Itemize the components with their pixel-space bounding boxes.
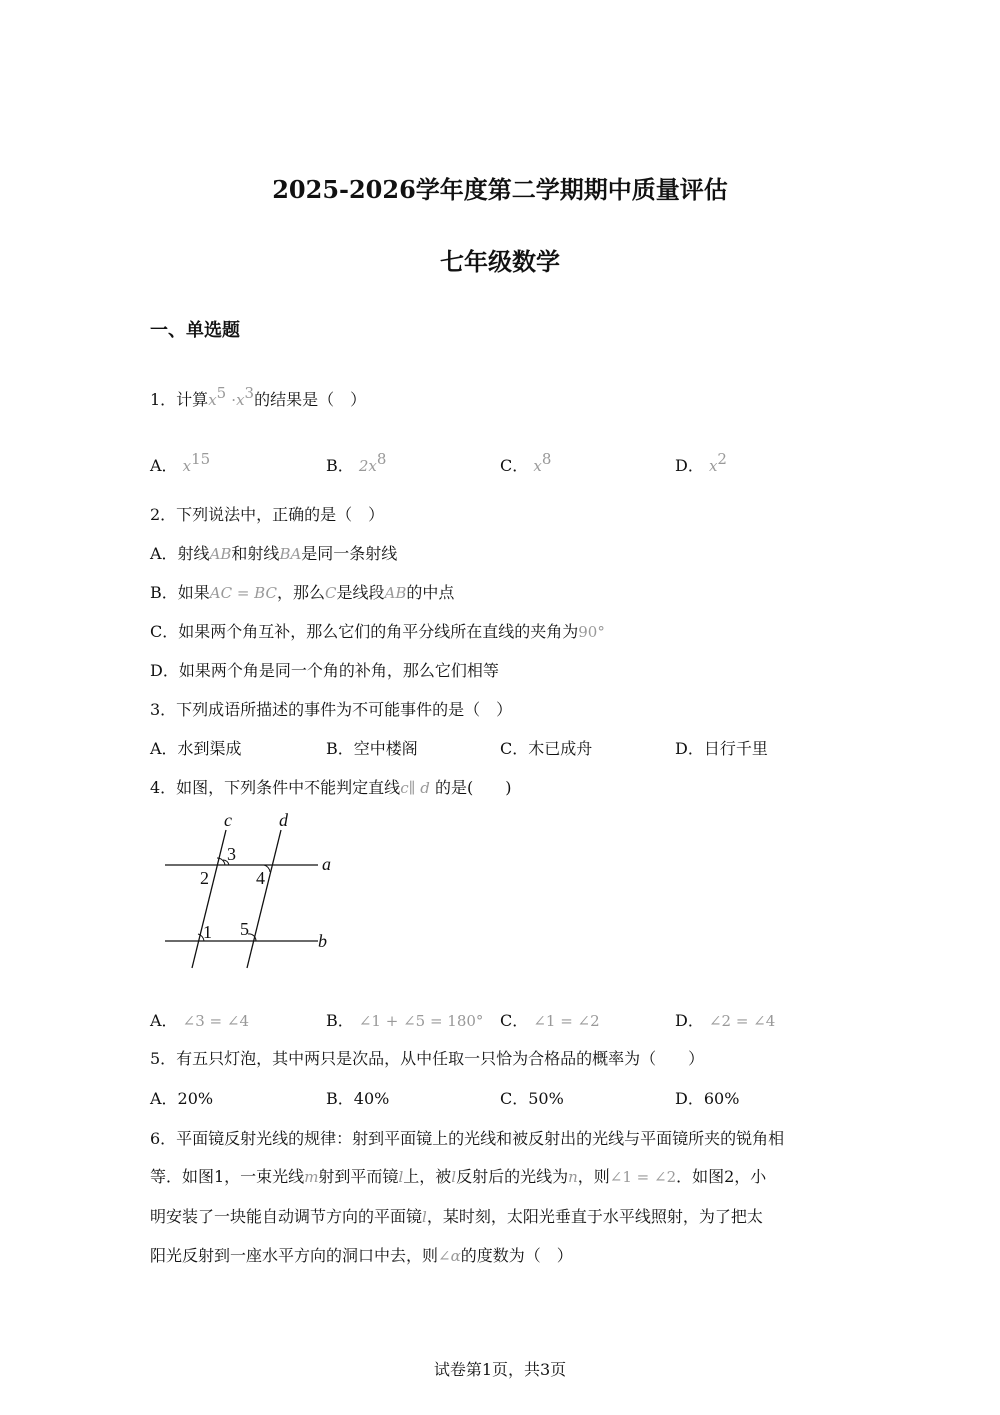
question-1-option-c[interactable]: C． $x^8$ [500, 450, 552, 475]
question-5-option-c[interactable]: C．50% [500, 1089, 564, 1108]
question-5-option-d[interactable]: D．60% [675, 1089, 740, 1108]
question-4-option-c[interactable]: C． ∠1 = ∠2 [500, 1011, 600, 1030]
question-6-line-4: 阳光反射到一座水平方向的洞口中去，则∠α的度数为（ ） [150, 1246, 573, 1265]
question-2-option-c[interactable]: C．如果两个角互补，那么它们的角平分线所在直线的夹角为90° [150, 622, 605, 641]
label-a: a [322, 854, 331, 874]
question-5-option-b[interactable]: B．40% [326, 1089, 390, 1108]
question-3-option-b[interactable]: B．空中楼阁 [326, 739, 418, 758]
question-3-stem: 3．下列成语所描述的事件为不可能事件的是（ ） [150, 700, 513, 719]
question-6-line-2: 等．如图1，一束光线m射到平而镜l上，被l反射后的光线为n，则∠1 = ∠2．如图2，小 [150, 1167, 767, 1186]
question-1-option-a[interactable]: A． $x^{15}$ [150, 450, 211, 475]
question-4-stem: 4．如图，下列条件中不能判定直线c∥ d 的是( ) [150, 778, 512, 797]
question-3-option-a[interactable]: A．水到渠成 [150, 739, 242, 758]
label-c: c [224, 810, 232, 830]
label-angle-3: 3 [227, 844, 236, 864]
question-2-option-d[interactable]: D．如果两个角是同一个角的补角，那么它们相等 [150, 661, 499, 680]
question-4-option-b[interactable]: B． ∠1 + ∠5 = 180° [326, 1011, 484, 1030]
question-4-option-d[interactable]: D． ∠2 = ∠4 [675, 1011, 776, 1030]
label-angle-1: 1 [203, 922, 212, 942]
question-1-option-d[interactable]: D． $x^2$ [675, 450, 727, 475]
question-1-stem: 1．计算$x^5 \cdot x^3$的结果是（ ） [150, 384, 367, 409]
question-3-option-d[interactable]: D．日行千里 [675, 739, 768, 758]
page-subtitle: 七年级数学 [440, 247, 560, 276]
question-5-option-a[interactable]: A．20% [150, 1089, 214, 1108]
label-b: b [318, 931, 327, 951]
label-d: d [279, 810, 288, 830]
page-footer: 试卷第1页，共3页 [433, 1360, 567, 1379]
question-2-stem: 2．下列说法中，正确的是（ ） [150, 505, 385, 524]
question-5-stem: 5．有五只灯泡，其中两只是次品，从中任取一只恰为合格品的概率为（ ） [150, 1049, 705, 1068]
label-angle-2: 2 [200, 868, 209, 888]
question-1-option-b[interactable]: B． $2x^8$ [326, 450, 387, 475]
label-angle-5: 5 [240, 919, 249, 939]
parallel-lines-figure [150, 808, 350, 978]
label-angle-4: 4 [256, 868, 265, 888]
question-4-option-a[interactable]: A． ∠3 = ∠4 [150, 1011, 249, 1030]
line-c [192, 830, 226, 968]
page-title: 2025-2026学年度第二学期期中质量评估 [272, 175, 728, 204]
section-heading: 一、单选题 [150, 320, 240, 341]
question-6-line-3: 明安装了一块能自动调节方向的平面镜l，某时刻，太阳光垂直于水平线照射，为了把太 [150, 1207, 763, 1226]
question-6-line-1: 6．平面镜反射光线的规律：射到平面镜上的光线和被反射出的光线与平面镜所夹的锐角相 [150, 1129, 785, 1148]
question-2-option-b[interactable]: B．如果AC = BC，那么C是线段AB的中点 [150, 583, 455, 602]
question-2-option-a[interactable]: A．射线AB和射线BA是同一条射线 [150, 544, 398, 563]
line-d [247, 830, 281, 968]
question-3-option-c[interactable]: C．木已成舟 [500, 739, 593, 758]
